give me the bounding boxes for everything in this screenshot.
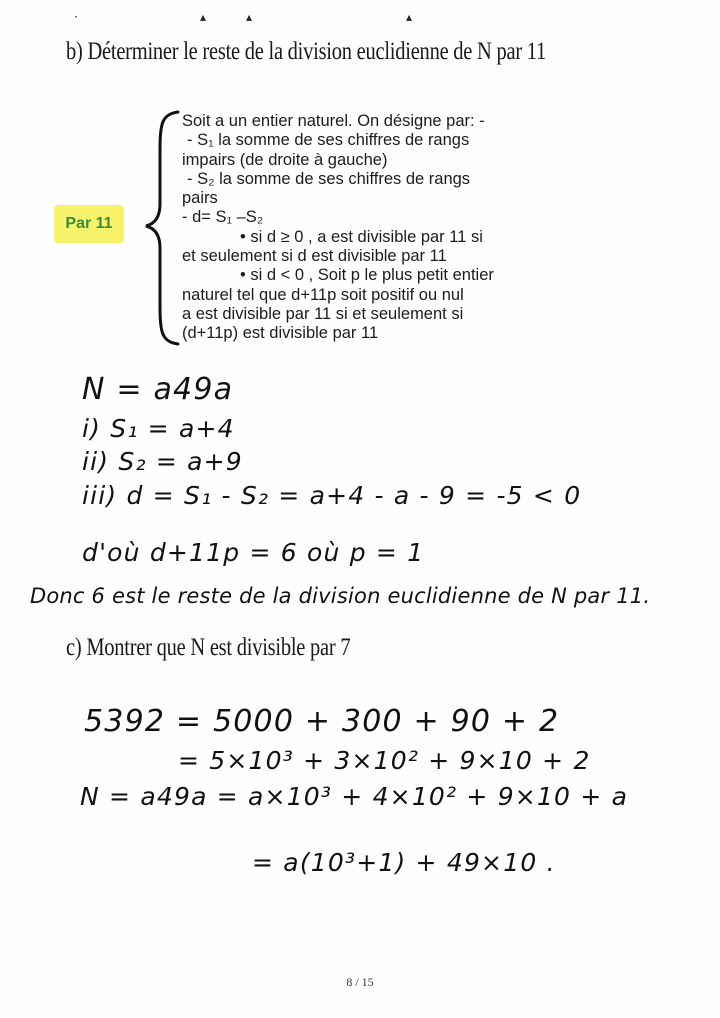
- section-b-heading: b) Déterminer le reste de la division euclidienne de N par 11: [66, 38, 547, 65]
- divisibility-rule-text: [182, 112, 642, 344]
- scan-specks: · ▴ ▴ ▴: [74, 10, 413, 24]
- hw-powers-of-ten: = 5×10³ + 3×10² + 9×10 + 2: [178, 746, 591, 775]
- rule-line: - S₁ la somme de ses chiffres de rangs: [187, 131, 470, 150]
- par-11-badge: Par 11: [54, 205, 124, 243]
- hw-s2: ii) S₂ = a+9: [82, 447, 243, 476]
- hw-factorization: = a(10³+1) + 49×10 .: [252, 848, 556, 877]
- rule-line: - d= S₁ –S₂: [182, 208, 264, 227]
- rule-line: impairs (de droite à gauche): [182, 150, 388, 169]
- rule-line: pairs: [182, 189, 218, 208]
- section-c-heading: c) Montrer que N est divisible par 7: [66, 634, 351, 661]
- rule-line: naturel tel que d+11p soit positif ou nul: [182, 285, 464, 304]
- hw-d: iii) d = S₁ - S₂ = a+4 - a - 9 = -5 < 0: [82, 481, 582, 510]
- rule-line: Soit a un entier naturel. On désigne par: -: [182, 112, 485, 130]
- rule-line: - S₂ la somme de ses chiffres de rangs: [187, 169, 471, 188]
- rule-line: et seulement si d est divisible par 11: [182, 247, 447, 266]
- rule-line: (d+11p) est divisible par 11: [182, 324, 379, 343]
- rule-line: • si d < 0 , Soit p le plus petit entier: [240, 266, 494, 285]
- hw-s1: i) S₁ = a+4: [82, 414, 235, 443]
- hw-n-expansion: N = a49a = a×10³ + 4×10² + 9×10 + a: [80, 782, 629, 811]
- hw-d-plus-11p: d'où d+11p = 6 où p = 1: [82, 538, 425, 567]
- rule-line: a est divisible par 11 si et seulement si: [182, 304, 464, 323]
- curly-brace: [140, 108, 184, 348]
- hw-n-definition: N = a49a: [82, 372, 234, 407]
- rule-line: • si d ≥ 0 , a est divisible par 11 si: [240, 227, 483, 246]
- hw-5392-expansion: 5392 = 5000 + 300 + 90 + 2: [84, 704, 560, 739]
- page-number: 8 / 15: [346, 975, 374, 989]
- hw-conclusion-b: Donc 6 est le reste de la division euclidienne de N par 11.: [30, 584, 651, 608]
